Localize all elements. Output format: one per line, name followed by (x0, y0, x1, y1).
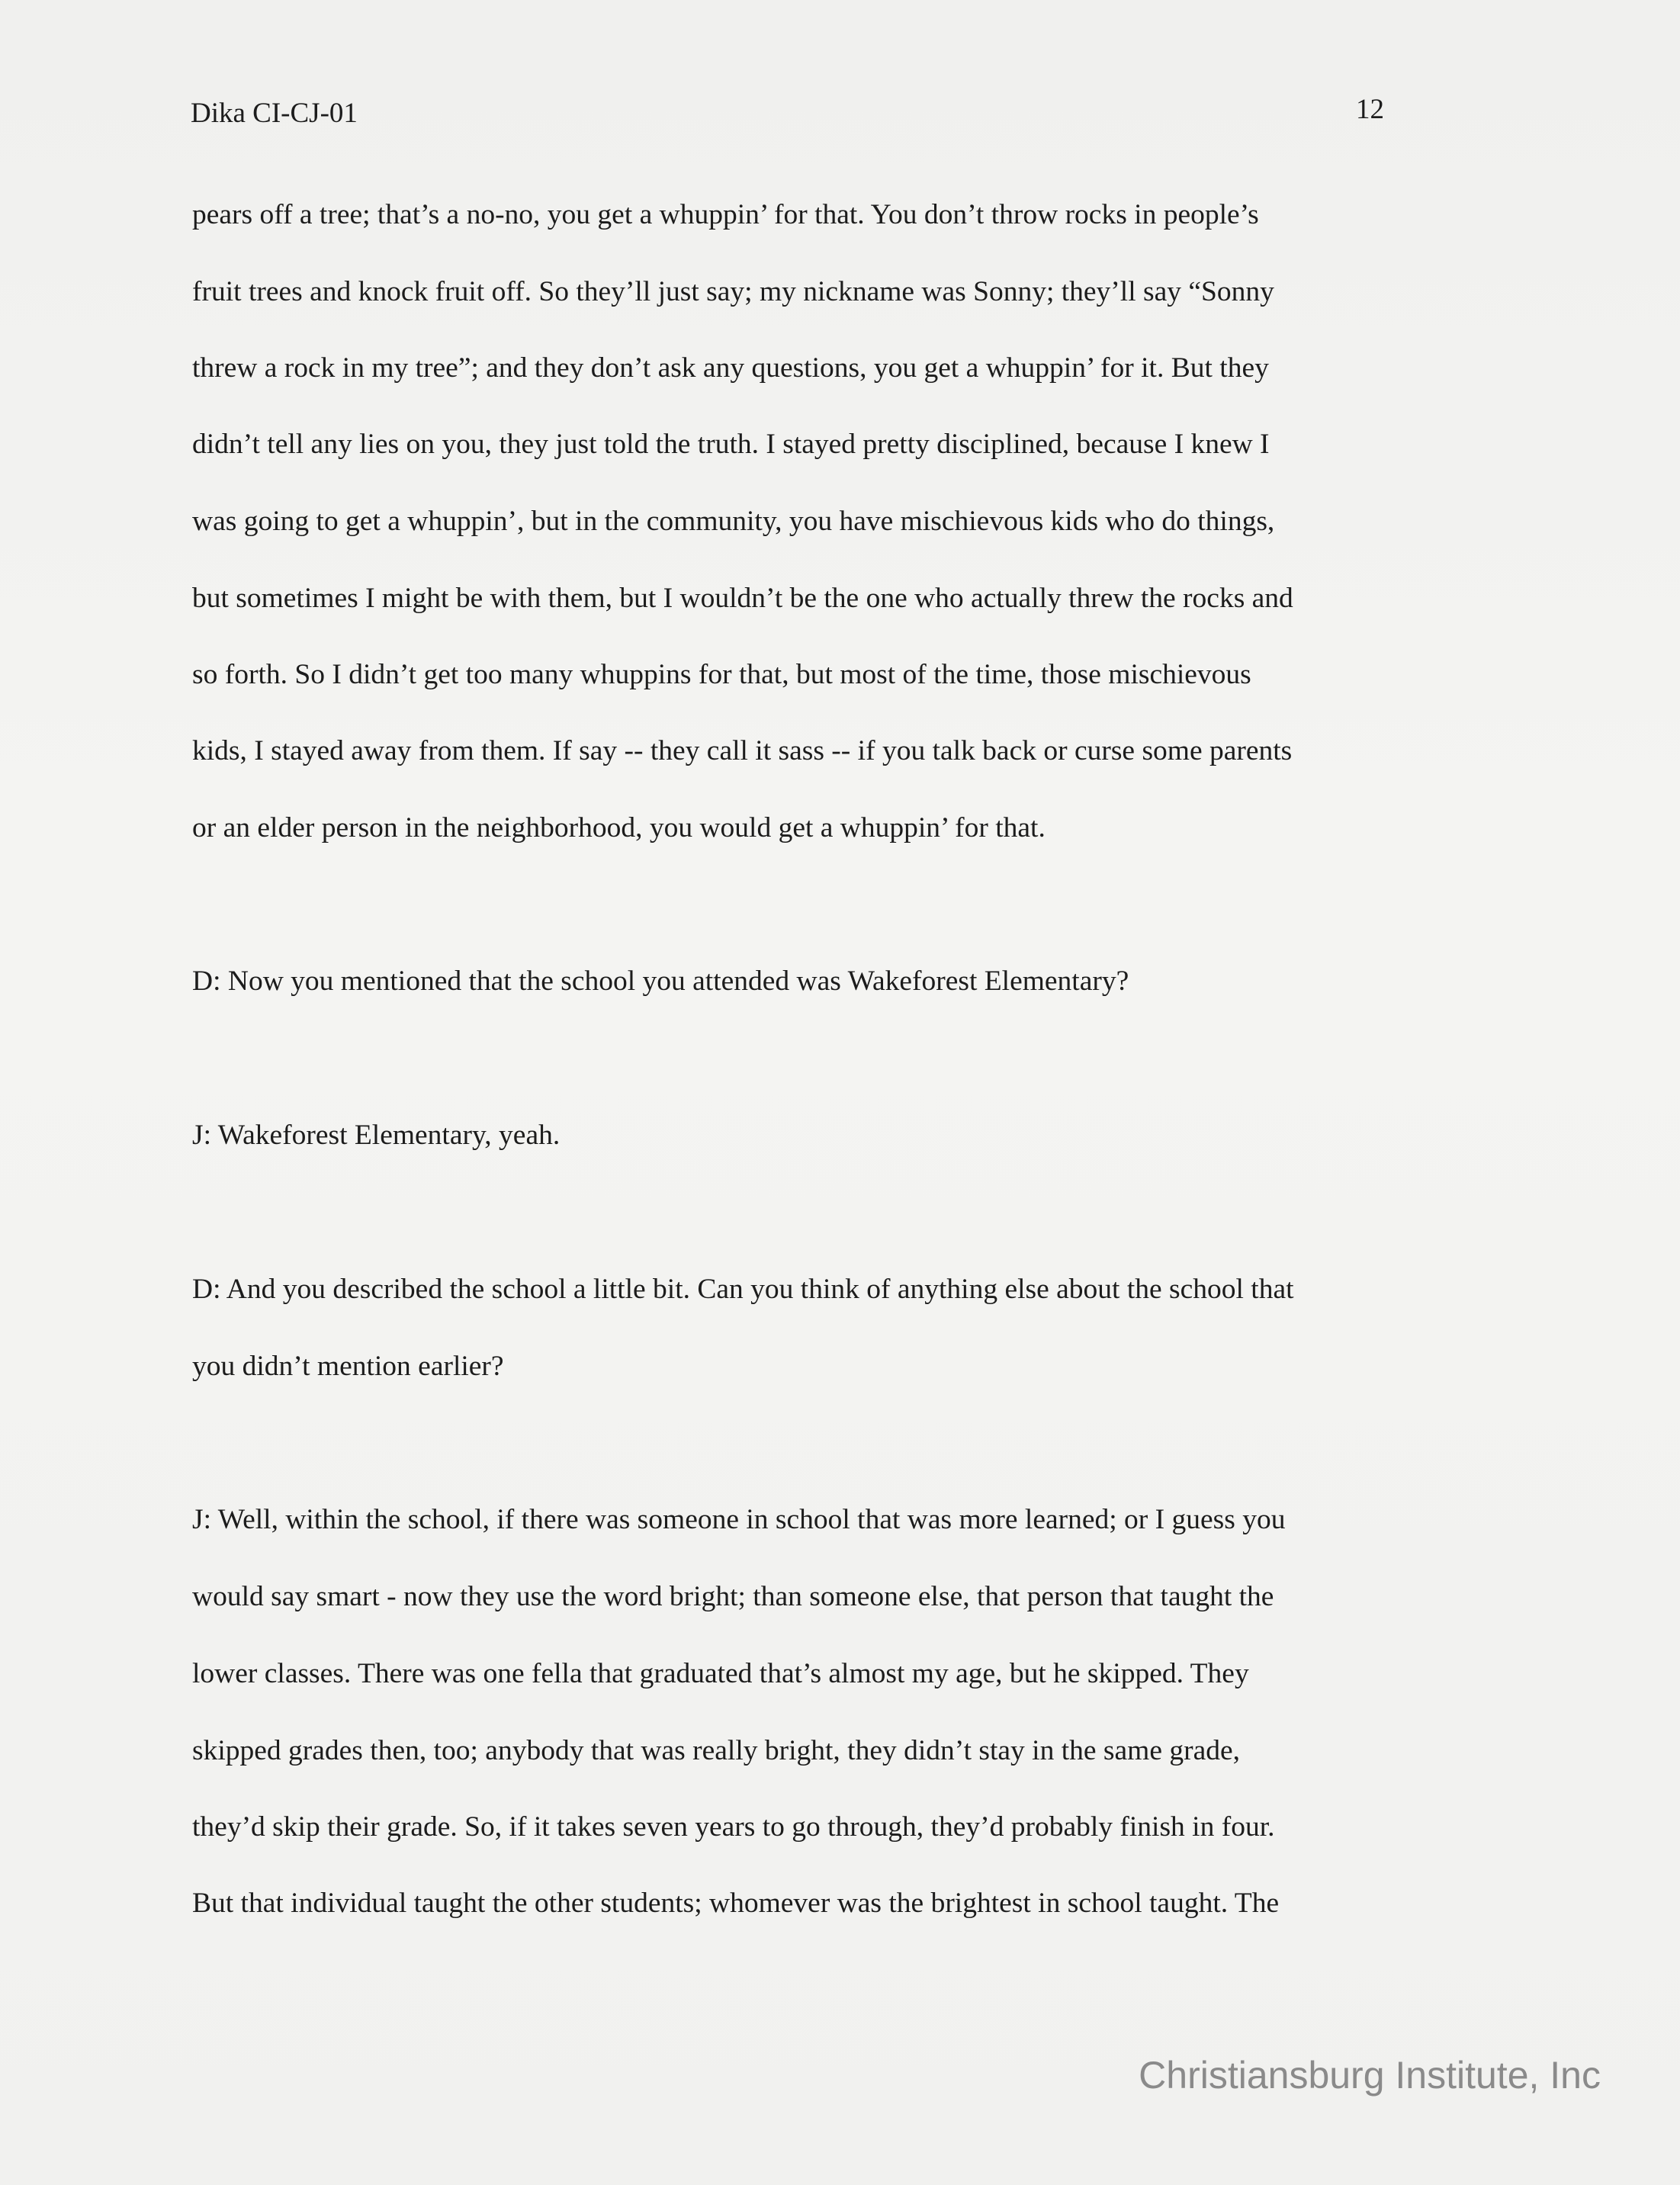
answer-line: lower classes. There was one fella that graduated that’s almost my age, but he skipped. They (192, 1658, 1249, 1689)
text-line: kids, I stayed away from them. If say -- they call it sass -- if you talk back or curse some parents (192, 735, 1293, 766)
text-line: fruit trees and knock fruit off. So they’ll just say; my nickname was Sonny; they’ll say “Sonny (192, 276, 1274, 307)
watermark-text: Christiansburg Institute, Inc (1139, 2054, 1601, 2097)
text-line: was going to get a whuppin’, but in the community, you have mischievous kids who do things, (192, 506, 1275, 537)
answer-line: would say smart - now they use the word bright; than someone else, that person that taught the (192, 1581, 1274, 1612)
text-line: threw a rock in my tree”; and they don’t ask any questions, you get a whuppin’ for it. But they (192, 352, 1269, 384)
answer-line: J: Wakeforest Elementary, yeah. (192, 1120, 561, 1151)
page-number: 12 (1356, 94, 1384, 125)
answer-line: J: Well, within the school, if there was someone in school that was more learned; or I guess you (192, 1504, 1286, 1535)
text-line: so forth. So I didn’t get too many whuppins for that, but most of the time, those mischievous (192, 659, 1251, 690)
answer-line: skipped grades then, too; anybody that was really bright, they didn’t stay in the same grade, (192, 1735, 1240, 1766)
text-line: pears off a tree; that’s a no-no, you get a whuppin’ for that. You don’t throw rocks in people’s (192, 199, 1259, 230)
question-line: D: And you described the school a little bit. Can you think of anything else about the school that (192, 1274, 1294, 1305)
question-line: D: Now you mentioned that the school you attended was Wakeforest Elementary? (192, 966, 1129, 997)
answer-line: But that individual taught the other students; whomever was the brightest in school taught. The (192, 1888, 1280, 1919)
text-line: or an elder person in the neighborhood, you would get a whuppin’ for that. (192, 812, 1046, 843)
text-line: but sometimes I might be with them, but I wouldn’t be the one who actually threw the rocks and (192, 583, 1293, 614)
text-line: didn’t tell any lies on you, they just told the truth. I stayed pretty disciplined, because I knew I (192, 429, 1270, 460)
question-line: you didn’t mention earlier? (192, 1351, 504, 1382)
answer-line: they’d skip their grade. So, if it takes seven years to go through, they’d probably finish in four. (192, 1811, 1275, 1843)
document-id: Dika CI-CJ-01 (191, 98, 358, 129)
